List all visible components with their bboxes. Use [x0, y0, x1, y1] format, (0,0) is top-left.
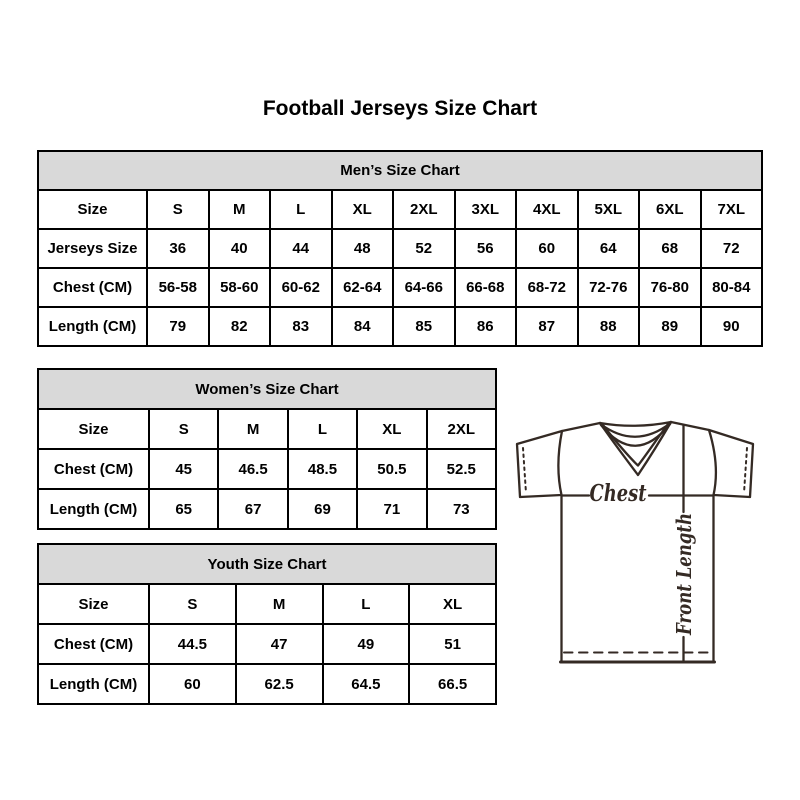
table-cell: 86 [455, 307, 517, 346]
table-cell: M [218, 409, 287, 449]
jersey-measurement-diagram [502, 398, 767, 670]
table-cell: S [147, 190, 209, 229]
table-row [38, 624, 496, 664]
table-cell: 49 [323, 624, 410, 664]
table-cell: 80-84 [701, 268, 763, 307]
table-cell: 2XL [393, 190, 455, 229]
page-title: Football Jerseys Size Chart [262, 97, 538, 120]
jersey-collar-top-line [600, 422, 671, 426]
table-row [38, 190, 762, 229]
table-cell: 51 [409, 624, 496, 664]
table-row [38, 449, 496, 489]
row-label: Chest (CM) [38, 624, 149, 664]
womens-size-table [37, 368, 497, 530]
table-cell: 76-80 [639, 268, 701, 307]
table-cell: 5XL [578, 190, 640, 229]
table-cell: 50.5 [357, 449, 426, 489]
row-label: Length (CM) [38, 307, 147, 346]
table-cell: L [288, 409, 357, 449]
chest-measure-label: Chest [589, 480, 647, 507]
table-cell: 83 [270, 307, 332, 346]
left-cuff-dashed-line [523, 448, 526, 493]
table-cell: 48.5 [288, 449, 357, 489]
table-title: Men’s Size Chart [38, 151, 762, 190]
table-cell: 88 [578, 307, 640, 346]
table-cell: 68-72 [516, 268, 578, 307]
table-title: Women’s Size Chart [38, 369, 496, 409]
table-cell: 89 [639, 307, 701, 346]
table-cell: 52 [393, 229, 455, 268]
table-cell: 36 [147, 229, 209, 268]
table-cell: 56 [455, 229, 517, 268]
table-row [38, 268, 762, 307]
table-cell: XL [357, 409, 426, 449]
table-row [38, 409, 496, 449]
table-cell: L [323, 584, 410, 624]
table-title: Youth Size Chart [38, 544, 496, 584]
table-cell: 7XL [701, 190, 763, 229]
table-cell: 73 [427, 489, 496, 529]
table-cell: XL [409, 584, 496, 624]
table-cell: 62-64 [332, 268, 394, 307]
table-cell: S [149, 584, 236, 624]
table-cell: 79 [147, 307, 209, 346]
youth-size-table [37, 543, 497, 705]
table-cell: 72-76 [578, 268, 640, 307]
table-cell: 52.5 [427, 449, 496, 489]
mens-size-table [37, 150, 763, 347]
table-cell: 64-66 [393, 268, 455, 307]
table-cell: 60-62 [270, 268, 332, 307]
table-cell: 69 [288, 489, 357, 529]
table-cell: L [270, 190, 332, 229]
row-label: Size [38, 409, 149, 449]
table-cell: XL [332, 190, 394, 229]
row-label: Chest (CM) [38, 449, 149, 489]
table-cell: 71 [357, 489, 426, 529]
table-cell: 60 [516, 229, 578, 268]
table-cell: 46.5 [218, 449, 287, 489]
jersey-svg [502, 398, 767, 670]
table-cell: 6XL [639, 190, 701, 229]
table-cell: 40 [209, 229, 271, 268]
front-length-measure-label: Front Length [672, 483, 696, 635]
table-cell: 56-58 [147, 268, 209, 307]
table-cell: 67 [218, 489, 287, 529]
table-cell: 82 [209, 307, 271, 346]
table-cell: M [209, 190, 271, 229]
row-label: Chest (CM) [38, 268, 147, 307]
jersey-right-body-outline [709, 430, 716, 662]
table-cell: 48 [332, 229, 394, 268]
table-cell: 3XL [455, 190, 517, 229]
table-cell: 64.5 [323, 664, 410, 704]
table-row [38, 584, 496, 624]
table-cell: M [236, 584, 323, 624]
table-cell: 45 [149, 449, 218, 489]
row-label: Size [38, 190, 147, 229]
table-row [38, 307, 762, 346]
table-row [38, 489, 496, 529]
table-row [38, 229, 762, 268]
table-cell: 65 [149, 489, 218, 529]
table-cell: 85 [393, 307, 455, 346]
table-cell: 47 [236, 624, 323, 664]
table-cell: 2XL [427, 409, 496, 449]
table-cell: S [149, 409, 218, 449]
row-label: Length (CM) [38, 664, 149, 704]
row-label: Jerseys Size [38, 229, 147, 268]
table-cell: 58-60 [209, 268, 271, 307]
table-cell: 84 [332, 307, 394, 346]
right-cuff-dashed-line [744, 448, 747, 493]
table-cell: 66.5 [409, 664, 496, 704]
table-cell: 64 [578, 229, 640, 268]
table-cell: 60 [149, 664, 236, 704]
table-cell: 44 [270, 229, 332, 268]
table-cell: 44.5 [149, 624, 236, 664]
table-cell: 90 [701, 307, 763, 346]
table-cell: 66-68 [455, 268, 517, 307]
table-cell: 4XL [516, 190, 578, 229]
table-row [38, 664, 496, 704]
table-cell: 68 [639, 229, 701, 268]
jersey-left-body-outline [558, 431, 562, 662]
table-cell: 72 [701, 229, 763, 268]
row-label: Length (CM) [38, 489, 149, 529]
row-label: Size [38, 584, 149, 624]
table-cell: 62.5 [236, 664, 323, 704]
table-cell: 87 [516, 307, 578, 346]
